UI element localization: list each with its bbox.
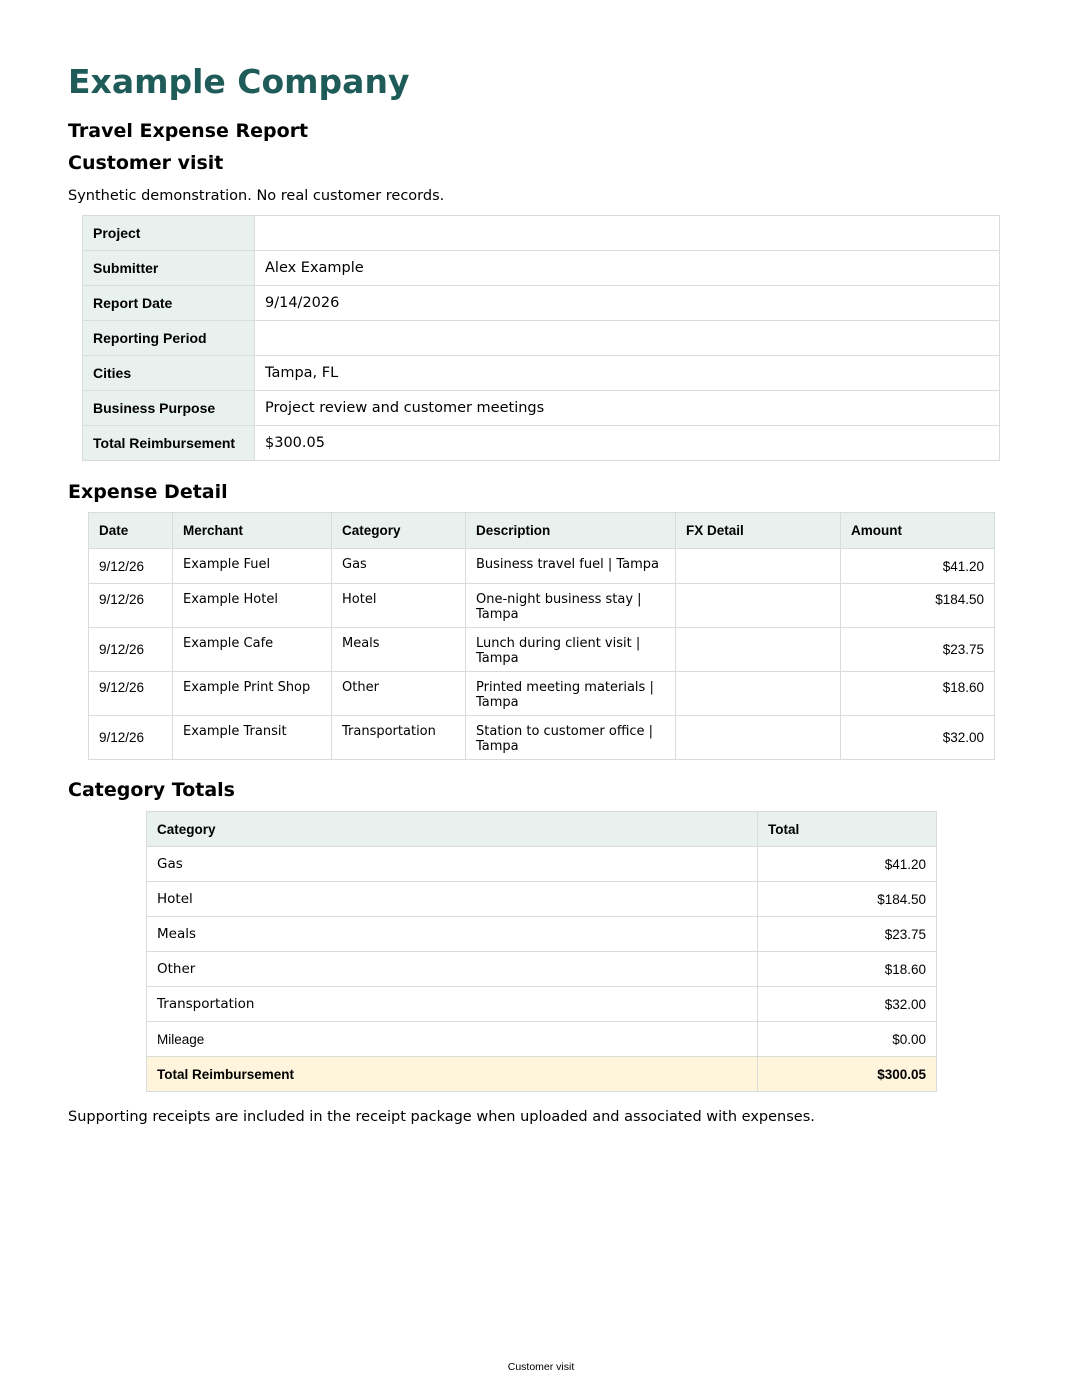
cell-category: Meals xyxy=(332,628,466,672)
cell-amount: $18.60 xyxy=(841,672,995,716)
cell-merchant: Example Print Shop xyxy=(173,672,332,716)
table-row xyxy=(147,882,937,917)
total-label: Total Reimbursement xyxy=(147,1057,758,1092)
summary-value: Tampa, FL xyxy=(255,356,1000,391)
cell-amount: $41.20 xyxy=(841,549,995,584)
report-subtitle: Customer visit xyxy=(68,152,224,174)
table-row xyxy=(147,847,937,882)
summary-value: Alex Example xyxy=(255,251,1000,286)
column-header-amount: Amount xyxy=(841,513,995,549)
cell-category: Gas xyxy=(332,549,466,584)
summary-row xyxy=(83,251,1000,286)
summary-value: Project review and customer meetings xyxy=(255,391,1000,426)
summary-label: Cities xyxy=(83,356,255,391)
expense-detail-table xyxy=(88,512,995,760)
column-header-category: Category xyxy=(332,513,466,549)
cell-category: Hotel xyxy=(332,584,466,628)
summary-label: Business Purpose xyxy=(83,391,255,426)
total-value: $300.05 xyxy=(758,1057,937,1092)
cell-fx-detail xyxy=(676,628,841,672)
cell-amount: $32.00 xyxy=(841,716,995,760)
cell-description: Lunch during client visit | Tampa xyxy=(466,628,676,672)
cell-merchant: Example Hotel xyxy=(173,584,332,628)
cell-description: Station to customer office | Tampa xyxy=(466,716,676,760)
expense-detail-heading: Expense Detail xyxy=(68,481,228,503)
cell-total: $18.60 xyxy=(758,952,937,987)
cell-category: Other xyxy=(147,952,758,987)
cell-fx-detail xyxy=(676,549,841,584)
summary-value: 9/14/2026 xyxy=(255,286,1000,321)
cell-date: 9/12/26 xyxy=(89,672,173,716)
summary-row xyxy=(83,426,1000,461)
cell-total: $184.50 xyxy=(758,882,937,917)
summary-label: Total Reimbursement xyxy=(83,426,255,461)
column-header-description: Description xyxy=(466,513,676,549)
summary-row xyxy=(83,391,1000,426)
column-header-fx-detail: FX Detail xyxy=(676,513,841,549)
cell-fx-detail xyxy=(676,584,841,628)
receipts-note: Supporting receipts are included in the receipt package when uploaded and associated with expenses. xyxy=(68,1109,815,1125)
cell-total: $41.20 xyxy=(758,847,937,882)
report-title: Travel Expense Report xyxy=(68,120,309,142)
table-row xyxy=(89,672,995,716)
category-totals-table xyxy=(146,811,937,1092)
table-row xyxy=(89,628,995,672)
summary-row xyxy=(83,286,1000,321)
cell-date: 9/12/26 xyxy=(89,549,173,584)
cell-fx-detail xyxy=(676,672,841,716)
cell-total: $32.00 xyxy=(758,987,937,1022)
table-header-row xyxy=(147,812,937,847)
cell-category: Mileage xyxy=(147,1022,758,1057)
summary-value xyxy=(255,216,1000,251)
cell-category: Hotel xyxy=(147,882,758,917)
summary-value: $300.05 xyxy=(255,426,1000,461)
cell-merchant: Example Fuel xyxy=(173,549,332,584)
cell-date: 9/12/26 xyxy=(89,584,173,628)
cell-category: Other xyxy=(332,672,466,716)
summary-table xyxy=(82,215,1000,461)
cell-description: Printed meeting materials | Tampa xyxy=(466,672,676,716)
cell-date: 9/12/26 xyxy=(89,716,173,760)
cell-merchant: Example Cafe xyxy=(173,628,332,672)
cell-category: Transportation xyxy=(147,987,758,1022)
page-footer: Customer visit xyxy=(507,1361,575,1373)
cell-amount: $23.75 xyxy=(841,628,995,672)
total-row xyxy=(147,1057,937,1092)
table-row xyxy=(147,1022,937,1057)
summary-label: Reporting Period xyxy=(83,321,255,356)
summary-row xyxy=(83,356,1000,391)
cell-fx-detail xyxy=(676,716,841,760)
column-header-date: Date xyxy=(89,513,173,549)
category-totals-heading: Category Totals xyxy=(68,779,235,801)
cell-date: 9/12/26 xyxy=(89,628,173,672)
cell-category: Transportation xyxy=(332,716,466,760)
summary-label: Project xyxy=(83,216,255,251)
disclaimer-note: Synthetic demonstration. No real customer records. xyxy=(68,188,445,204)
cell-description: One-night business stay | Tampa xyxy=(466,584,676,628)
table-row xyxy=(89,549,995,584)
cell-amount: $184.50 xyxy=(841,584,995,628)
cell-total: $0.00 xyxy=(758,1022,937,1057)
cell-category: Meals xyxy=(147,917,758,952)
company-name: Example Company xyxy=(68,62,410,101)
summary-label: Submitter xyxy=(83,251,255,286)
column-header-total: Total xyxy=(758,812,937,847)
table-row xyxy=(147,952,937,987)
cell-description: Business travel fuel | Tampa xyxy=(466,549,676,584)
table-row xyxy=(147,987,937,1022)
column-header-merchant: Merchant xyxy=(173,513,332,549)
table-row xyxy=(147,917,937,952)
cell-category: Gas xyxy=(147,847,758,882)
table-header-row xyxy=(89,513,995,549)
summary-label: Report Date xyxy=(83,286,255,321)
summary-row xyxy=(83,216,1000,251)
table-row xyxy=(89,716,995,760)
cell-merchant: Example Transit xyxy=(173,716,332,760)
table-row xyxy=(89,584,995,628)
column-header-category: Category xyxy=(147,812,758,847)
summary-value xyxy=(255,321,1000,356)
summary-row xyxy=(83,321,1000,356)
cell-total: $23.75 xyxy=(758,917,937,952)
